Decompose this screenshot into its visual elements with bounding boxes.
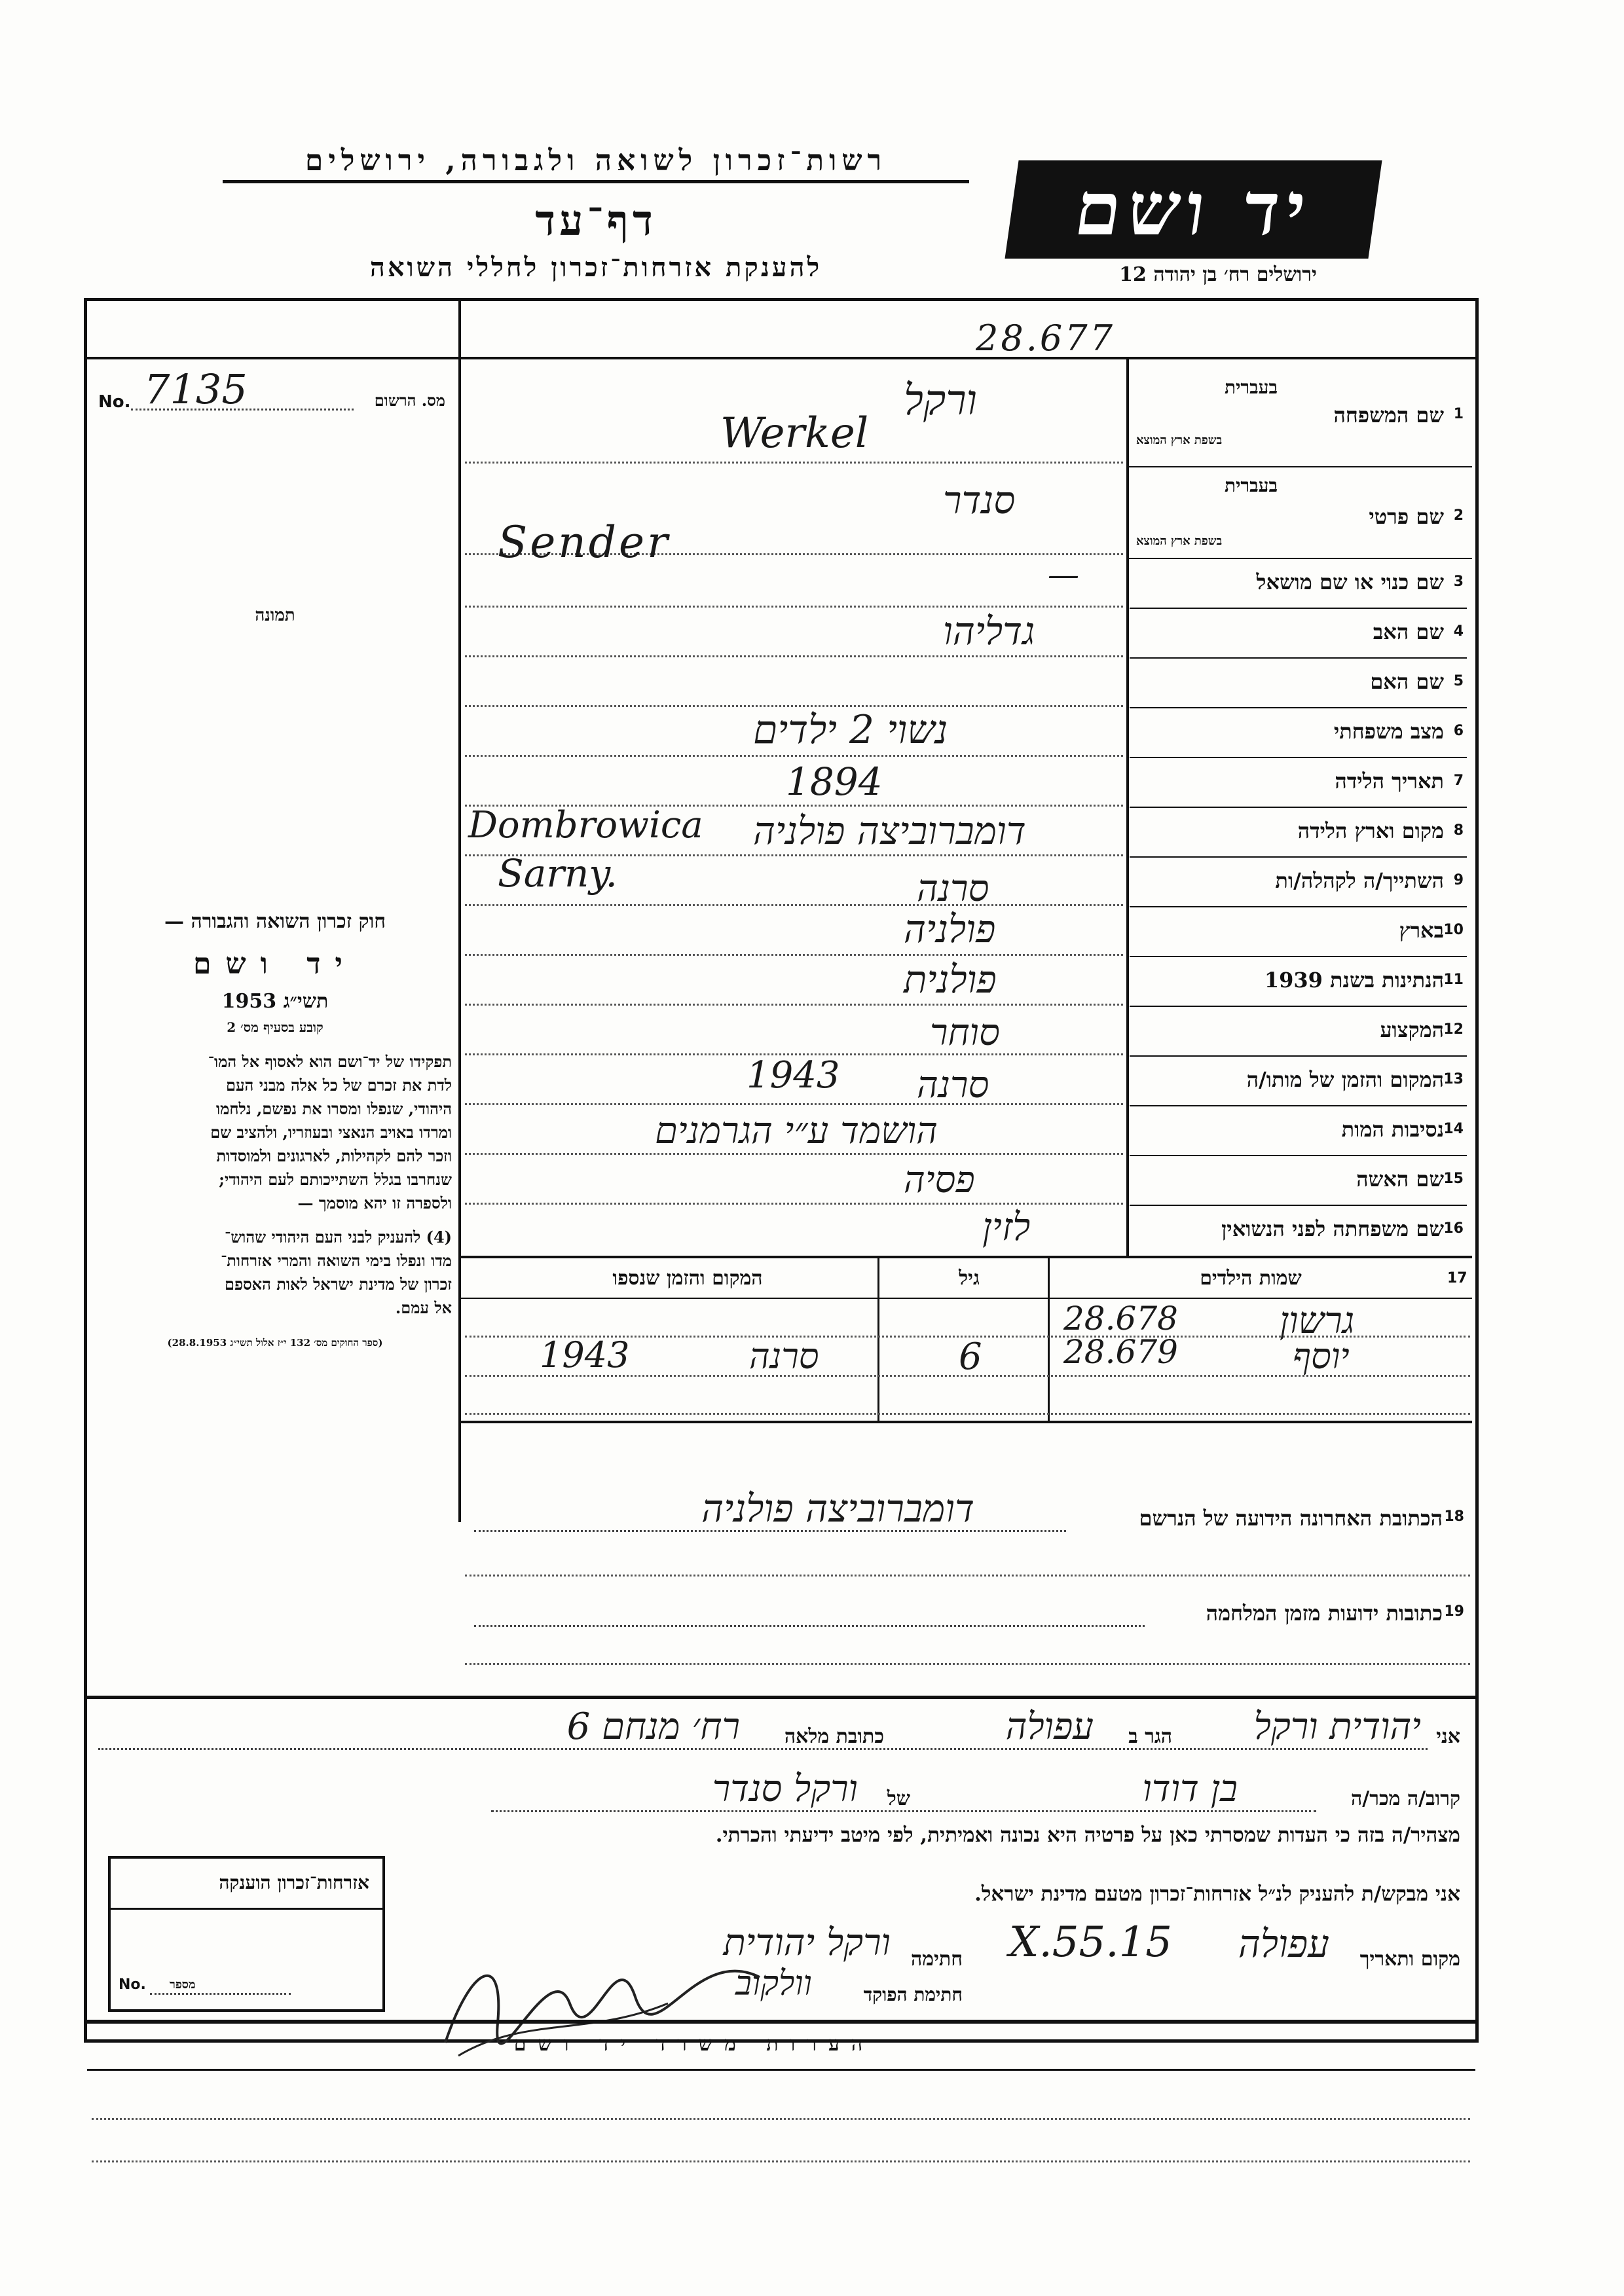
file-number: 28.677 [976, 318, 1115, 359]
field-num: 7 [1453, 773, 1464, 789]
top-band-divider [87, 357, 1475, 359]
field-row [1130, 608, 1467, 659]
field-num: 11 [1443, 972, 1464, 988]
field-8-value: דומברוביצה פולניה [753, 809, 1026, 853]
field-num: 4 [1453, 623, 1464, 640]
field-num: 18 [1444, 1508, 1464, 1525]
field-13-value: סרנה [917, 1064, 989, 1106]
field-row [1130, 558, 1467, 609]
table-row [461, 1333, 1472, 1378]
field-num: 14 [1443, 1121, 1464, 1137]
field-18-label: הכתובת האחרונה הידועה של הנרשם [1139, 1506, 1443, 1531]
field-row [1130, 757, 1467, 808]
law-reference: (ספר החוקים מס׳ 132 י״ז אלול תשי״ג 28.8.1953) [167, 1337, 383, 1349]
field-num: 1 [1453, 406, 1464, 422]
child-file-no: 28.679 [1063, 1333, 1178, 1371]
form-title: דף־עד [535, 196, 657, 246]
field-19-label: כתובות ידועות מזמן המלחמה [1206, 1601, 1443, 1626]
field-1-value-orig: Werkel [720, 409, 869, 458]
field-19-row [461, 1588, 1472, 1633]
field-7-value: 1894 [786, 759, 883, 804]
child-name: גרשון [1280, 1300, 1355, 1342]
field-6-label: מצב משפחתי [1333, 719, 1444, 744]
child-place: סרנה [749, 1336, 819, 1377]
field-row [1130, 856, 1467, 907]
field-2-label: שם פרטי [1369, 504, 1444, 529]
field-row [1130, 1055, 1467, 1106]
children-header-names: שמות הילדים [1200, 1267, 1302, 1290]
law-p2-line: מדו ונפלו בימי השואה והמרי אזרחות־ [221, 1251, 452, 1270]
field-8-label: מקום וארץ הלידה [1297, 818, 1444, 843]
law-p2-line: זכרון של מדינת ישראל לאות האספם [225, 1275, 452, 1294]
field-2-value-orig: Sender [498, 517, 671, 568]
decl-resides-value: עפולה [1005, 1705, 1094, 1748]
law-p1-line: תפקידו של יד־ושם הוא לאסוף אל המו־ [208, 1052, 452, 1071]
law-title: חוק זכרון השואה והגבורה — [164, 910, 386, 933]
field-4-value: גדליהו [943, 609, 1035, 653]
decl-officer-label: חתימת הפוקד [863, 1984, 963, 2005]
law-clause: קובע בסעיף מס׳ 2 [227, 1019, 323, 1035]
field-row [1130, 1006, 1467, 1057]
field-9-value: סרנה [917, 867, 989, 910]
field-8-value-orig: Dombrowica [468, 804, 703, 847]
field-11-value: פולנית [904, 957, 997, 1002]
decl-signature-value: ורקל יהודית [723, 1922, 891, 1964]
field-2-sub-orig: בשפת ארץ המוצא [1136, 534, 1223, 548]
law-p1-line: ולספרה זו יהא מוסמך — [297, 1194, 452, 1212]
field-num: 19 [1444, 1603, 1464, 1620]
law-p1-line: וזכר להם לקהילות, לארגונים ולמוסדות [216, 1146, 452, 1165]
field-16-value: לזין [982, 1205, 1031, 1249]
field-2-label-cell [1130, 471, 1467, 556]
field-num: 12 [1443, 1021, 1464, 1038]
field-3-value: — [1048, 556, 1079, 593]
field-2-sub-he: בעברית [1225, 475, 1278, 496]
field-1-sub-orig: בשפת ארץ המוצא [1136, 433, 1223, 447]
decl-address-label: כתובת מלאה [784, 1725, 884, 1748]
children-header-place-time: המקום והזמן שנספו [612, 1267, 763, 1290]
law-p2-line: (4) להעניק לבני העם היהודי שהוש־ [225, 1228, 452, 1247]
law-p1-line: לדת את זכרם של כל אלה מבני העם [226, 1076, 452, 1095]
children-header-age: גיל [959, 1267, 980, 1290]
declaration-line-1 [98, 1705, 1460, 1758]
field-14-value: הושמד ע״י הגרמנים [655, 1110, 938, 1152]
field-row [1130, 807, 1467, 858]
decl-relative-label: קרוב/ה מכר/ה [1351, 1787, 1460, 1810]
field-1-label-cell [1130, 373, 1467, 465]
field-7-label: תאריך הלידה [1335, 769, 1444, 793]
decl-i-value: יהודית ורקל [1253, 1705, 1421, 1748]
field-num: 5 [1453, 673, 1464, 689]
law-p1-line: שנחרבו בגלל השתייכותם לעם היהודי; [219, 1170, 452, 1189]
field-18-value: דומברוביצה פולניה [701, 1486, 974, 1531]
field-1-sub-he: בעברית [1225, 376, 1278, 398]
child-year: 1943 [540, 1334, 630, 1376]
field-num: 2 [1453, 507, 1464, 524]
logo-address: ירושלים רח׳ בן יהודה 12 [1119, 263, 1317, 286]
field-10-label: בארץ [1399, 918, 1444, 943]
reg-number-value: 7135 [144, 365, 248, 413]
decl-signature-label: חתימה [911, 1948, 963, 1971]
decl-address-value: רח׳ מנחם 6 [566, 1705, 740, 1748]
reg-no-label: No. [98, 392, 131, 412]
field-row [1130, 1205, 1467, 1254]
decl-date-value: 15.X.55 [1008, 1918, 1172, 1967]
decl-of-value: ורקל סנדר [712, 1768, 858, 1810]
field-11-label: הנתינות בשנת 1939 [1264, 968, 1444, 993]
declaration-statement: מצהיר/ה בזה כי העדות שמסרתי כאן על פרטיה היא נכונה ואמיתית, לפי מיטב ידיעתי והכרתי. [715, 1823, 1460, 1847]
field-row [1130, 1155, 1467, 1206]
photo-label: תמונה [255, 606, 295, 625]
grant-box-title: אזרחות־זכרון הוענקה [219, 1872, 369, 1893]
field-15-value: פסיה [904, 1159, 975, 1201]
authority-title: רשות־זכרון לשואה ולגבורה, ירושלים [223, 144, 969, 183]
law-year: תשי״ג 1953 [221, 990, 329, 1013]
field-row [1130, 956, 1467, 1007]
law-p1-line: היהודי, שנפלו ומסרו את נפשם, נלחמו [215, 1099, 452, 1118]
field-num: 15 [1443, 1171, 1464, 1187]
logo-text: יד ושם [1069, 166, 1318, 252]
field-3-label: שם כנוי או שם מושאל [1256, 570, 1444, 594]
field-18-row [461, 1486, 1472, 1539]
field-num: 10 [1443, 922, 1464, 938]
grant-no-he: מספר [170, 1978, 196, 1992]
field-row [1130, 657, 1467, 708]
decl-officer-value: וולקוב [735, 1964, 812, 2003]
field-5-label: שם האם [1370, 669, 1444, 694]
field-13-year: 1943 [747, 1054, 840, 1097]
field-15-label: שם האשה [1356, 1167, 1444, 1192]
law-panel [98, 910, 452, 1349]
field-13-label: המקום והזמן של מותו/ה [1246, 1067, 1444, 1092]
field-num: 9 [1453, 872, 1464, 888]
field-12-label: המקצוע [1380, 1017, 1444, 1042]
grant-no-label: No. [119, 1977, 146, 1993]
field-1-label: שם המשפחה [1333, 403, 1444, 428]
decl-relative-value: בן דודו [1142, 1768, 1238, 1810]
decl-of-label: של [887, 1787, 910, 1810]
form-subtitle: להענקת אזרחות־זכרון לחללי השואה [369, 252, 822, 283]
remarks-label: הערות משרד יד ושם [513, 2033, 875, 2056]
child-file-no: 28.678 [1063, 1300, 1178, 1338]
field-num: 16 [1443, 1220, 1464, 1237]
grant-box [108, 1856, 385, 2012]
field-num: 13 [1443, 1071, 1464, 1087]
table-row [461, 1300, 1472, 1342]
registration-number-row [98, 365, 445, 416]
field-4-label: שם האב [1373, 619, 1444, 644]
law-p1-line: ומרדו באויב הנאצי ובעוזריו, ולהציב שם [210, 1123, 452, 1142]
field-num: 8 [1453, 822, 1464, 839]
field-6-value: נשוי 2 ילדים [753, 707, 948, 753]
decl-i-label: אני [1436, 1725, 1460, 1748]
children-field-num: 17 [1447, 1270, 1467, 1286]
field-num: 3 [1453, 574, 1464, 590]
field-14-label: נסיבות המות [1341, 1117, 1444, 1142]
child-age: 6 [959, 1336, 982, 1378]
labels-column-divider [1126, 359, 1129, 1256]
law-p2-line: אל עמם. [395, 1298, 452, 1317]
field-num: 6 [1453, 723, 1464, 739]
field-2-value-he: סנדר [943, 478, 1016, 522]
field-12-value: סוחר [930, 1011, 1000, 1054]
field-1-value-he: ורקל [904, 376, 977, 425]
declaration-line-2 [98, 1768, 1460, 1820]
field-16-label: שם משפחתה לפני הנשואין [1221, 1216, 1444, 1241]
field-row [1130, 906, 1467, 957]
yad-vashem-logo [1005, 160, 1382, 259]
reg-he-label: מס. הרשום [374, 391, 445, 410]
declaration-request: אני מבקש/ת להעניק לנ״ל אזרחות־זכרון מטעם מדינת ישראל. [974, 1882, 1460, 1906]
child-name: יוסף [1293, 1336, 1350, 1377]
decl-resides-label: הגר ב [1128, 1725, 1172, 1748]
decl-place-value: עפולה [1238, 1922, 1329, 1966]
decl-place-date-label: מקום ותאריך [1359, 1948, 1460, 1971]
law-name: יד ושם [193, 947, 357, 981]
field-9-value-orig: Sarny. [498, 851, 618, 896]
field-row [1130, 707, 1467, 758]
field-row [1130, 1105, 1467, 1156]
field-9-label: השתייך/ה לקהלה/ות [1275, 868, 1444, 893]
field-10-value: פולניה [904, 907, 996, 951]
